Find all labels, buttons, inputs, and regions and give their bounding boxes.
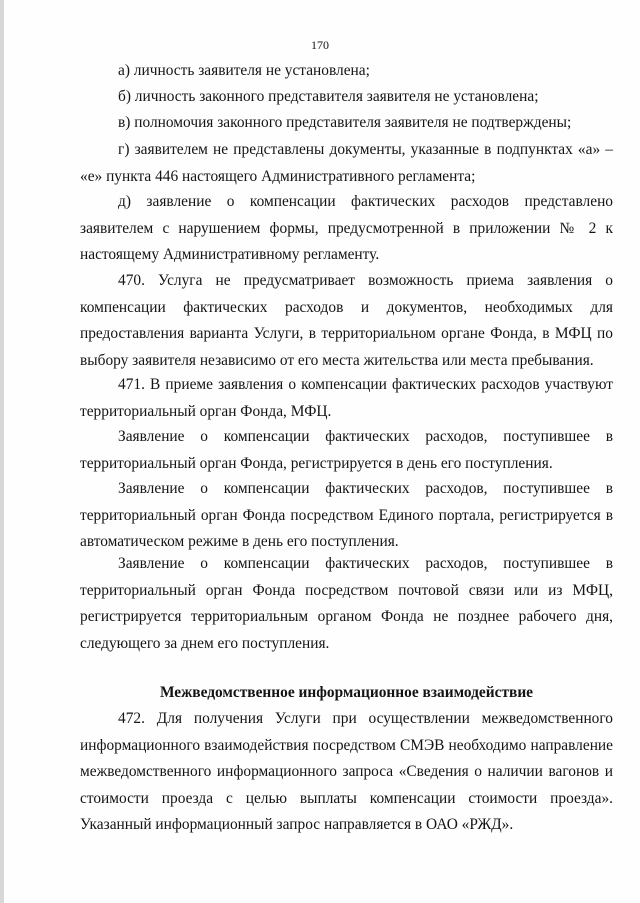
page-number: 170 (311, 38, 329, 52)
section-heading: Межведомственное информационное взаимодействие (159, 684, 534, 701)
paragraph-471: 471. В приеме заявления о компенсации фактических расходов участвуют территориальный орган Фонда, МФЦ. (80, 376, 613, 420)
paragraph-v: в) полномочия законного представителя заявителя не подтверждены; (118, 114, 572, 131)
scan-edge (0, 0, 4, 903)
paragraph-472: 472. Для получения Услуги при осуществлении межведомственного информационного взаимодействия посредством СМЭВ необходимо направление межведомственного информационного запроса «Сведения о наличии вагонов и стоимости проезда с целью выплаты компенсации стоимости проезда». Указанный информационный запрос направляется в ОАО «РЖД». (80, 710, 613, 834)
paragraph-b: б) личность законного представителя заявителя не установлена; (118, 88, 539, 105)
paragraph-g: г) заявителем не представлены документы, указанные в подпунктах «а» – «е» пункта 446 настоящего Административного регламента; (80, 141, 613, 185)
paragraph-registration-2: Заявление о компенсации фактических расходов, поступившее в территориальный орган Фонда посредством Единого портала, регистрируется в автоматическом режиме в день его поступления. (80, 480, 613, 551)
paragraph-registration-1: Заявление о компенсации фактических расходов, поступившее в территориальный орган Фонда, регистрируется в день его поступления. (80, 428, 613, 472)
paragraph-registration-3: Заявление о компенсации фактических расходов, поступившее в территориальный орган Фонда посредством почтовой связи или из МФЦ, регистрируется территориальным органом Фонда не позднее рабочего дня, следующего за днем его поступления. (80, 555, 613, 652)
paragraph-470: 470. Услуга не предусматривает возможность приема заявления о компенсации фактических расходов и документов, необходимых для предоставления варианта Услуги, в территориальном органе Фонда, в МФЦ по выбору заявителя независимо от его места жительства или места пребывания. (80, 272, 613, 369)
paragraph-d: д) заявление о компенсации фактических расходов представлено заявителем с нарушением формы, предусмотренной в приложении № 2 к настоящему Административному регламенту. (80, 193, 613, 264)
paragraph-a: а) личность заявителя не установлена; (118, 62, 370, 79)
